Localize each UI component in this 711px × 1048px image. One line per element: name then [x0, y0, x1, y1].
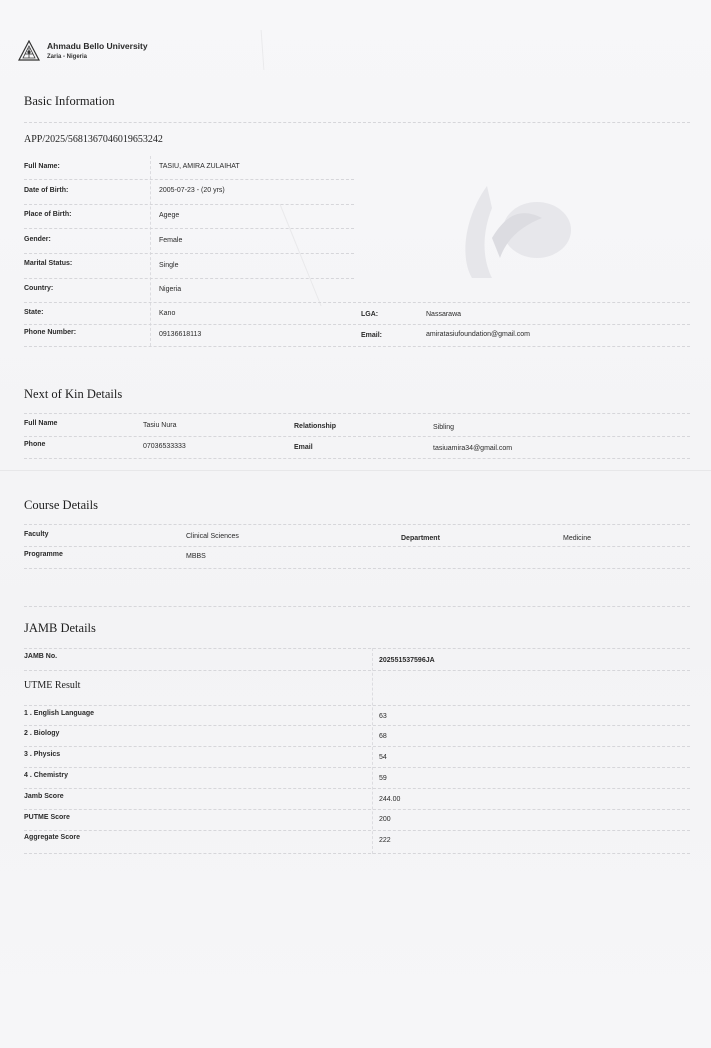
divider: [24, 606, 690, 607]
divider: [24, 524, 690, 525]
marital-status-label: Marital Status:: [24, 260, 73, 267]
row-divider: [24, 725, 690, 726]
subject-score: 68: [379, 733, 387, 740]
aggregate-score-label: Aggregate Score: [24, 834, 81, 841]
row-divider: [24, 705, 690, 706]
subject-score: 54: [379, 754, 387, 761]
jamb-details-title: JAMB Details: [24, 621, 96, 635]
next-of-kin-title: Next of Kin Details: [24, 387, 123, 401]
putme-score-label: PUTME Score: [24, 814, 70, 821]
university-logo-icon: [18, 40, 40, 62]
kin-phone-value: 07036533333: [143, 443, 186, 450]
email-value: amiratasiufoundation@gmail.com: [426, 331, 530, 338]
course-details-title: Course Details: [24, 498, 98, 512]
phone-number-value: 09136618113: [159, 331, 202, 338]
pob-value: Agege: [159, 212, 180, 219]
row-divider: [24, 670, 690, 671]
kin-full-name-value: Tasiu Nura: [143, 422, 177, 429]
lga-value: Nassarawa: [426, 311, 462, 318]
row-divider: [24, 436, 690, 437]
department-value: Medicine: [563, 535, 592, 542]
full-name-label: Full Name:: [24, 163, 60, 170]
marital-status-value: Single: [159, 262, 179, 269]
row-divider: [24, 278, 354, 279]
email-label: Email:: [361, 332, 383, 339]
passport-photo: [452, 178, 572, 283]
dob-value: 2005-07-23 - (20 yrs): [159, 187, 225, 194]
programme-value: MBBS: [186, 553, 206, 560]
dob-label: Date of Birth:: [24, 187, 69, 194]
paper-crease: [261, 30, 265, 70]
row-divider: [24, 853, 690, 854]
department-label: Department: [401, 535, 440, 542]
lga-label: LGA:: [361, 311, 379, 318]
jamb-score-label: Jamb Score: [24, 793, 64, 800]
faculty-value: Clinical Sciences: [186, 533, 239, 540]
subject-score: 59: [379, 775, 387, 782]
paper-crease: [0, 470, 711, 471]
kin-email-value: tasiuamira34@gmail.com: [433, 445, 513, 452]
column-divider: [150, 156, 151, 346]
jamb-no-value: 202551537596JA: [379, 657, 435, 664]
kin-relationship-value: Sibling: [433, 424, 455, 431]
country-value: Nigeria: [159, 286, 182, 293]
subject-label: 4 . Chemistry: [24, 772, 68, 779]
faculty-label: Faculty: [24, 531, 49, 538]
divider: [24, 122, 690, 123]
row-divider: [24, 228, 354, 229]
row-divider: [24, 746, 690, 747]
basic-information-title: Basic Information: [24, 94, 115, 108]
pob-label: Place of Birth:: [24, 211, 72, 218]
row-divider: [24, 324, 690, 325]
row-divider: [24, 767, 690, 768]
paper-crease: [279, 204, 321, 306]
divider: [24, 648, 690, 649]
row-divider: [24, 830, 690, 831]
row-divider: [24, 253, 354, 254]
utme-result-title: UTME Result: [24, 680, 81, 691]
full-name-value: TASIU, AMIRA ZULAIHAT: [159, 163, 240, 170]
row-divider: [24, 809, 690, 810]
university-location: Zaria - Nigeria: [47, 54, 88, 60]
university-name: Ahmadu Bello University: [47, 41, 148, 51]
subject-score: 63: [379, 713, 387, 720]
subject-label: 2 . Biology: [24, 730, 60, 737]
kin-full-name-label: Full Name: [24, 420, 58, 427]
row-divider: [24, 204, 354, 205]
subject-label: 3 . Physics: [24, 751, 61, 758]
state-label: State:: [24, 309, 44, 316]
row-divider: [24, 546, 690, 547]
jamb-no-label: JAMB No.: [24, 653, 58, 660]
column-divider: [372, 648, 373, 854]
state-value: Kano: [159, 310, 176, 317]
jamb-score-value: 244.00: [379, 796, 401, 803]
row-divider: [24, 568, 690, 569]
application-number: APP/2025/5681367046019653242: [24, 134, 163, 145]
row-divider: [24, 788, 690, 789]
gender-value: Female: [159, 237, 183, 244]
aggregate-score-value: 222: [379, 837, 391, 844]
phone-number-label: Phone Number:: [24, 329, 77, 336]
putme-score-value: 200: [379, 816, 391, 823]
kin-relationship-label: Relationship: [294, 423, 337, 430]
subject-label: 1 . English Language: [24, 710, 95, 717]
kin-email-label: Email: [294, 444, 313, 451]
divider: [24, 413, 690, 414]
row-divider: [24, 179, 354, 180]
programme-label: Programme: [24, 551, 63, 558]
row-divider: [24, 302, 690, 303]
gender-label: Gender:: [24, 236, 51, 243]
row-divider: [24, 458, 690, 459]
kin-phone-label: Phone: [24, 441, 46, 448]
row-divider: [24, 346, 690, 347]
country-label: Country:: [24, 285, 54, 292]
